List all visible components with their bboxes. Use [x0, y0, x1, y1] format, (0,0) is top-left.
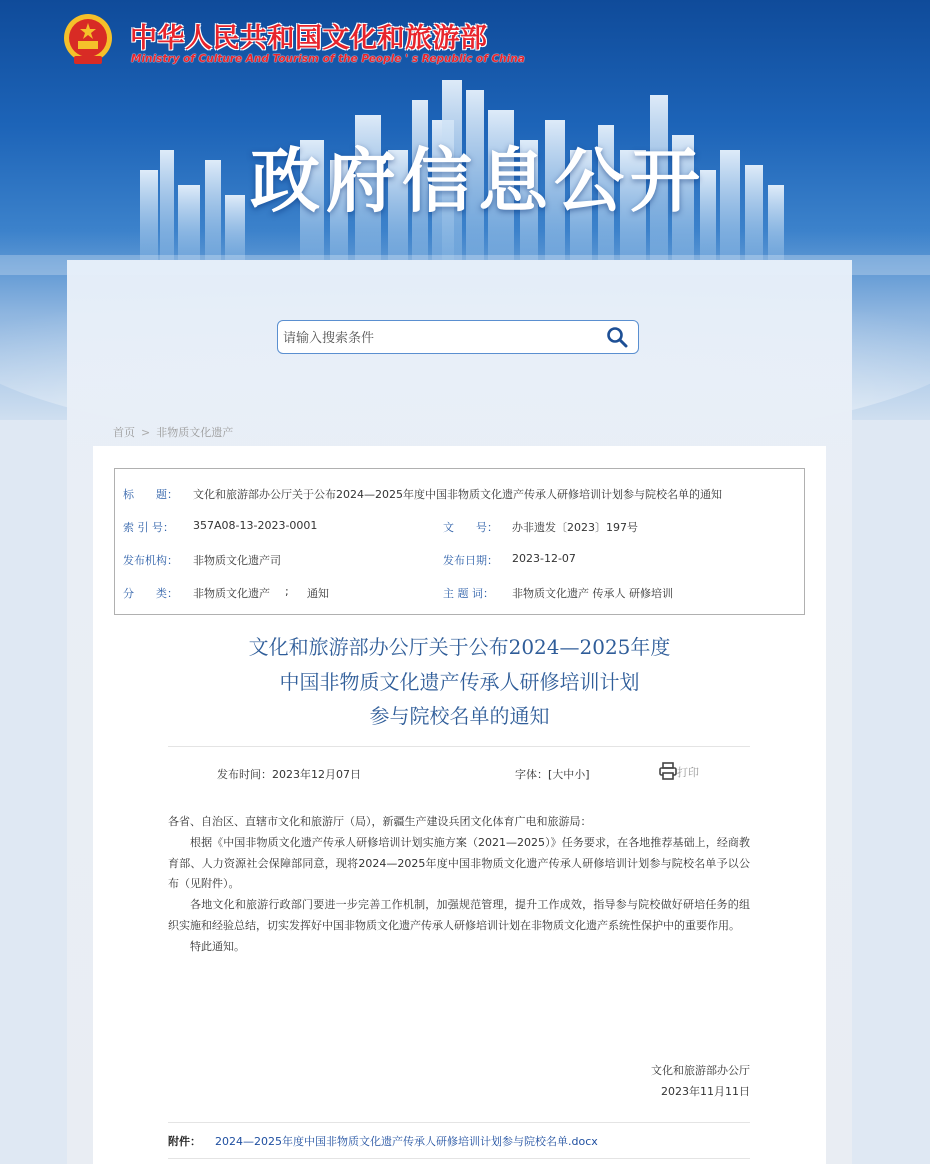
article-title-line-2: 中国非物质文化遗产传承人研修培训计划 — [279, 669, 640, 694]
meta-title-value: 文化和旅游部办公厅关于公布2024—2025年度中国非物质文化遗产传承人研修培训计划参与院校名单的通知 — [193, 488, 722, 501]
meta-docno-label: 文 号： — [443, 521, 498, 534]
attachment-label: 附件： — [168, 1135, 201, 1148]
article-paragraph: 各地文化和旅游行政部门要进一步完善工作机制，加强规范管理，提升工作成效，指导参与院校做好研培任务的组织实施和经验总结，切实发挥好中国非物质文化遗产传承人研修培训计划在非物质文化遗产系统性保护中的重要作用。 — [168, 898, 750, 932]
article-title-line-1: 文化和旅游部办公厅关于公布2024—2025年度 — [248, 635, 671, 659]
meta-docno-value: 办非遗发〔2023〕197号 — [512, 521, 638, 534]
signer: 文化和旅游部办公厅 — [651, 1064, 750, 1077]
printer-icon — [659, 762, 677, 780]
breadcrumb-current[interactable]: 非物质文化遗产 — [156, 426, 234, 439]
meta-org-value: 非物质文化遗产司 — [193, 554, 281, 567]
section-title: 政府信息公开 — [250, 140, 706, 222]
meta-org-label: 发布机构： — [123, 554, 178, 567]
meta-index-label: 索 引 号： — [123, 521, 174, 534]
article-paragraph: 特此通知。 — [190, 939, 245, 953]
national-emblem-icon — [60, 12, 116, 68]
attachment-link[interactable]: 2024—2025年度中国非物质文化遗产传承人研修培训计划参与院校名单.docx — [215, 1135, 598, 1148]
meta-keywords-label: 主 题 词： — [443, 587, 494, 600]
breadcrumb — [113, 424, 233, 440]
divider — [168, 1122, 750, 1123]
article-title — [93, 630, 826, 734]
article-body — [168, 812, 750, 958]
document-meta-table — [114, 468, 805, 615]
ministry-name-en: Ministry of Culture And Tourism of the People ' s Republic of China — [131, 53, 525, 65]
search-icon[interactable] — [606, 326, 628, 348]
search-box — [277, 320, 639, 354]
meta-category-label: 分 类： — [123, 587, 178, 600]
ministry-name-cn[interactable]: 中华人民共和国文化和旅游部 — [130, 23, 488, 54]
article-paragraph: 各省、自治区、直辖市文化和旅游厅（局），新疆生产建设兵团文化体育广电和旅游局： — [168, 815, 592, 828]
divider — [168, 746, 750, 747]
meta-date-label: 发布日期： — [443, 554, 498, 567]
meta-category-separator: ; — [285, 585, 289, 598]
search-input[interactable] — [281, 321, 595, 355]
meta-index-value: 357A08-13-2023-0001 — [193, 519, 318, 532]
article-title-line-3: 参与院校名单的通知 — [369, 704, 550, 728]
breadcrumb-separator: > — [141, 426, 151, 439]
publish-time: 发布时间：2023年12月07日 — [217, 768, 361, 781]
meta-title-label: 标 题： — [123, 488, 178, 501]
font-size-switcher[interactable]: 字体：[大中小] — [515, 768, 590, 781]
sign-date: 2023年11月11日 — [661, 1085, 750, 1098]
breadcrumb-home[interactable]: 首页 — [113, 426, 135, 439]
meta-keywords-value: 非物质文化遗产 传承人 研修培训 — [512, 587, 673, 600]
article-paragraph: 根据《中国非物质文化遗产传承人研修培训计划实施方案（2021—2025）》任务要求，在各地推荐基础上，经商教育部、人力资源社会保障部同意，现将2024—2025年度中国非物质文化遗产传承人研修培训计划参与院校名单予以公布（见附件）。 — [168, 835, 750, 891]
divider — [168, 1158, 750, 1159]
meta-category-value-1: 非物质文化遗产 — [193, 587, 270, 600]
meta-category-value-2: 通知 — [307, 587, 329, 600]
print-button[interactable] — [659, 762, 699, 780]
meta-date-value: 2023-12-07 — [512, 552, 576, 565]
print-label: 打印 — [677, 766, 699, 779]
